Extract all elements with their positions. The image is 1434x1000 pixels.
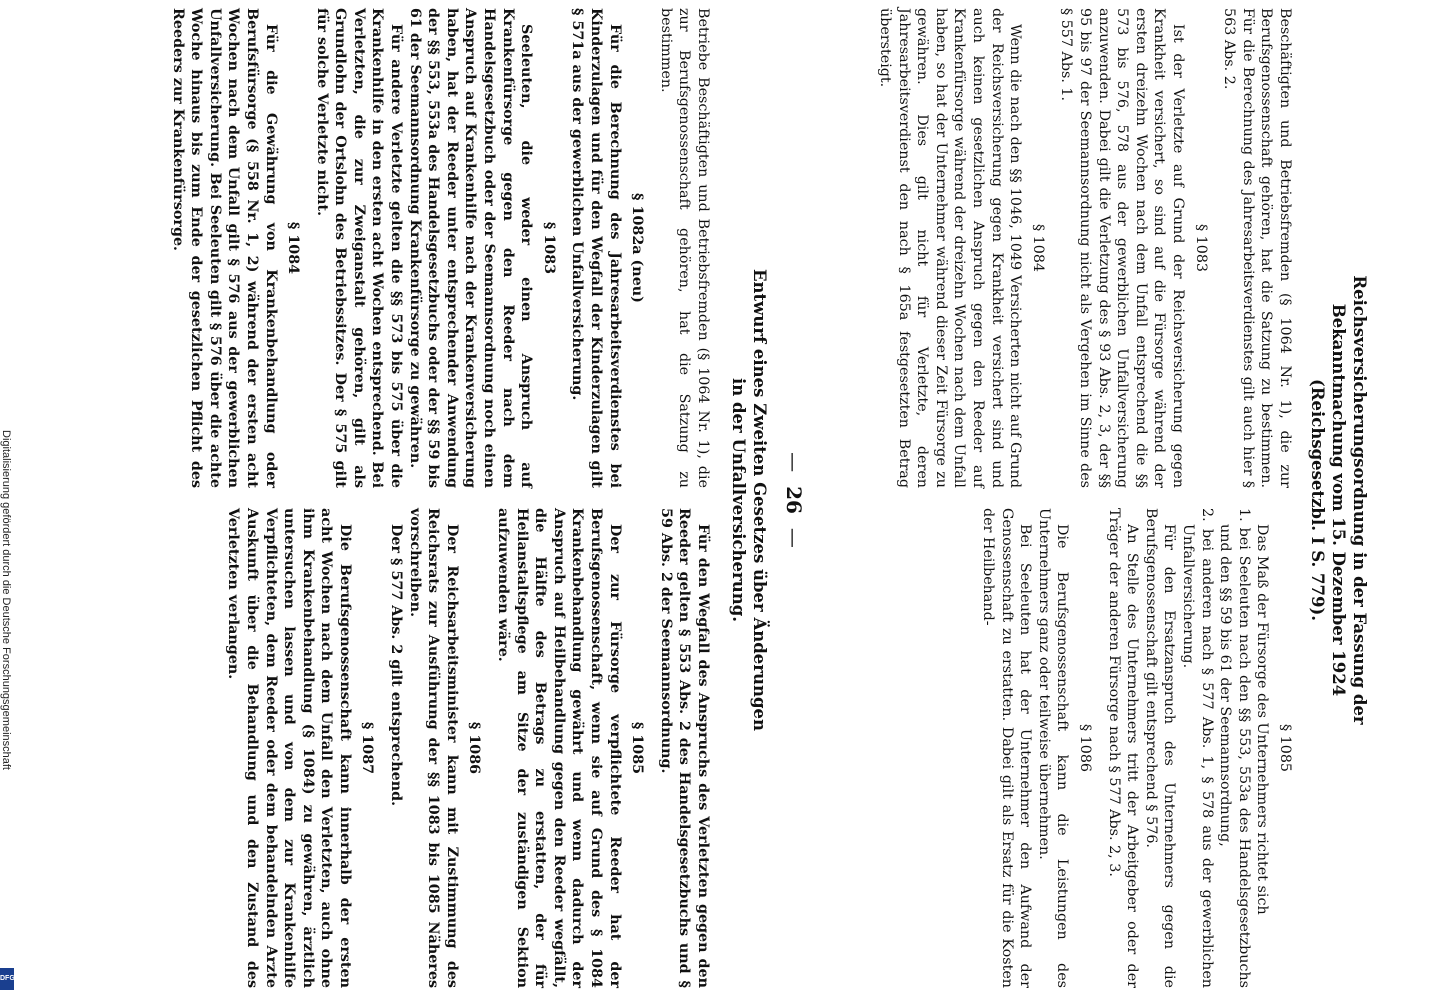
dfg-logo: DFG: [0, 968, 14, 990]
draft-title: [728, 8, 770, 992]
rvo-intro: Beschäftigten und Betriebsfremden (§ 1064 Nr. 1), die zur Berufsgenossenschaft gehören, hat die Satzung zu bestimmen. Für die Berechnung des Jahresarbeitsverdienstes gilt auch hier § 563 Abs. 2.: [1221, 8, 1293, 488]
rvo-block: [1307, 8, 1370, 992]
rvo-s1085-heading: § 1085: [1277, 723, 1293, 773]
draft-s1082a-text: Für die Berechnung des Jahresarbeitsverdienstes bei Kinderzulagen und für den Wegfall der Kinderzulagen gilt § 571a aus der gewerblichen Unfallversicherung.: [569, 8, 623, 488]
draft-column-2: [224, 508, 712, 988]
draft-s1085-heading: § 1085: [629, 721, 646, 775]
rvo-s1086-para2: Bei Seeleuten hat der Unternehmer den Aufwand der Genossenschaft zu erstatten. Dabei gilt als Ersatz für die Kosten der Heilbehand-: [980, 508, 1034, 988]
draft-s1084-para2: Für den Wegfall des Anspruchs des Verletzten gegen den Reeder gelten § 553 Abs. 2 des Handelsgesetzbuchs und § 59 Abs. 2 der Seemannsordnung.: [657, 508, 711, 988]
draft-intro: Betriebe Beschäftigten und Betriebsfremden (§ 1064 Nr. 1), die zur Berufsgenossenschaft gehören, hat die Satzung zu bestimmen.: [657, 8, 711, 488]
rvo-s1085-para2: Für den Ersatzanspruch des Unternehmers gegen die Berufsgenossenschaft gilt entsprechend § 576.: [1142, 508, 1178, 988]
rvo-title-line1: Reichsversicherungsordnung in der Fassung der: [1350, 275, 1369, 725]
rvo-s1084-heading: § 1084: [1029, 223, 1046, 273]
draft-block: [728, 8, 770, 992]
rvo-s1083-heading: § 1083: [1192, 223, 1209, 273]
draft-title-line1: Entwurf eines Zweiten Gesetzes über Änderungen: [750, 268, 769, 732]
draft-s1082a-heading: § 1082a (neu): [629, 193, 646, 303]
draft-s1086-para1: Der Reichsarbeitsminister kann mit Zustimmung des Reichsrats zur Ausführung der §§ 1083 bis 1085 Näheres vorschreiben.: [406, 508, 460, 988]
rvo-column-1: [876, 8, 1294, 488]
rvo-s1086-para1: Die Berufsgenossenschaft kann die Leistungen des Unternehmers ganz oder teilweise übernehmen.: [1035, 508, 1071, 988]
rvo-s1085-item2: 2. bei anderen nach § 577 Abs. 1, § 578 aus der gewerblichen Unfallversicherung.: [1180, 508, 1215, 988]
rvo-s1083-text: Ist der Verletzte auf Grund der Reichsversicherung gegen Krankheit versichert, so sind auf die Fürsorge während der ersten dreizehn Wochen nach dem Unfall entsprechend die §§ 573 bis 576, 578 aus der gewerblichen Unfallversicherung anzuwenden. Dabei gilt die Verletzung des § 93 Abs. 2, 3, der §§ 95 bis 97 der Seemannsordnung nicht als Vergehen im Sinne des § 557 Abs. 1.: [1058, 8, 1187, 488]
draft-s1085-para1: Der zur Fürsorge verpflichtete Reeder hat der Berufsgenossenschaft, wenn sie auf Grund des § 1084 Krankenbehandlung gewährt und wenn dadurch der Anspruch auf Heilbehandlung gegen den Reeder wegfällt, die Hälfte des Betrags zu erstatten, der für Heilanstaltspflege am Sitze der zuständigen Sektion aufzuwenden wäre.: [495, 508, 623, 988]
footer: [0, 0, 16, 1000]
draft-s1084-para1: Für die Gewährung von Krankenbehandlung oder Berufsfürsorge (§ 558 Nr. 1, 2) während der ersten acht Wochen nach dem Unfall gilt § 576 aus der gewerblichen Unfallversicherung. Bei Seeleuten gilt § 576 über die achte Woche hinaus bis zum Ende der gesetzlichen Pflicht des Reeders zur Krankenfürsorge.: [169, 8, 279, 488]
draft-s1084-heading: § 1084: [285, 221, 302, 275]
draft-s1086-heading: § 1086: [466, 721, 483, 775]
rvo-s1085-intro: Das Maß der Fürsorge des Unternehmers richtet sich: [1254, 524, 1271, 915]
draft-s1083-heading: § 1083: [540, 221, 557, 275]
draft-column-1: [168, 8, 712, 488]
draft-s1087-para1: Die Berufsgenossenschaft kann innerhalb der ersten acht Wochen nach dem Unfall den Verletzten, auch ohne ihm Krankenbehandlung (§ 1084) zu gewähren, ärztlich untersuchen lassen und von dem zur Krankenhilfe Verpflichteten, dem Reeder oder dem behandelnden Arzte Auskunft über die Behandlung und den Zustand des Verletzten verlangen.: [225, 508, 353, 988]
page-number: — 26 —: [782, 0, 806, 1000]
draft-s1083-para1: Seeleuten, die weder einen Anspruch auf Krankenfürsorge gegen den Reeder nach dem Handelsgesetzbuch oder der Seemannsordnung noch einen Anspruch auf Krankenhilfe nach der Krankenversicherung haben, hat der Reeder unter entsprechender Anwendung der §§ 553, 553a des Handelsgesetzbuchs oder der §§ 59 bis 61 der Seemannsordnung Krankenfürsorge zu gewähren.: [406, 8, 535, 488]
rvo-s1085-item1: 1. bei Seeleuten nach den §§ 553, 553a des Handelsgesetzbuchs und den §§ 59 bis 61 der Seemannsordnung,: [1217, 508, 1252, 988]
rvo-s1086-heading: § 1086: [1077, 723, 1094, 773]
rvo-title: [1307, 8, 1370, 992]
draft-s1087-heading: § 1087: [359, 721, 376, 775]
draft-s1083-para2: Für andere Verletzte gelten die §§ 573 bis 575 über die Krankenhilfe in den ersten acht Wochen entsprechend. Bei Verletzten, die zur Zweiganstalt gehören, gilt als Grundlohn der Ortslohn des Betriebssitzes. Der § 575 gilt für solche Verletzte nicht.: [313, 8, 405, 488]
rvo-s1085-para3: An Stelle des Unternehmers tritt der Arbeitgeber oder der Träger der anderen Fürsorge nach § 577 Abs. 2, 3.: [1105, 508, 1141, 988]
draft-s1086-para2: Der § 577 Abs. 2 gilt entsprechend.: [388, 524, 405, 807]
draft-title-line2: in der Unfallversicherung.: [729, 377, 748, 623]
rvo-title-line3: (Reichsgesetzbl. I S. 779).: [1308, 379, 1327, 621]
footer-text: Digitalisierung gefördert durch die Deutsche Forschungsgemeinschaft: [0, 430, 12, 770]
rvo-column-2: [979, 508, 1295, 988]
rvo-s1084-text: Wenn die nach den §§ 1046, 1049 Versicherten nicht auf Grund der Reichsversicherung gegen Krankheit versichert sind und auch keinen gesetzlichen Anspruch gegen den Reeder auf Krankenfürsorge während der dreizehn Wochen nach dem Unfall haben, so hat der Unternehmer während dieser Zeit Fürsorge zu gewähren. Dies gilt nicht für Verletzte, deren Jahresarbeitsverdienst den nach § 165a festgesetzten Betrag übersteigt.: [877, 8, 1024, 488]
rvo-title-line2: Bekanntmachung vom 15. Dezember 1924: [1329, 303, 1348, 697]
